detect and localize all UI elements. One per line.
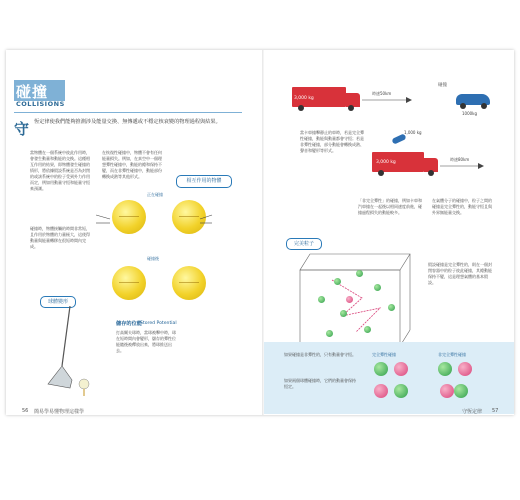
elastic-ball-4	[394, 384, 408, 398]
label-after: 碰撞後	[147, 256, 159, 261]
wheel	[348, 105, 354, 111]
particle	[326, 330, 333, 337]
paragraph-2: 在恢復性碰撞中，物體不會有任何能量損失。例如，在真空中一個理想彈性碰撞中，動能的總和保持不變，而在非彈性碰撞中，動能部份轉換成熱等其他形式。	[102, 150, 162, 179]
stored-title-en: Stored Potential	[140, 321, 177, 326]
intro-text: 恆定律使我們能夠推測涉及能量交換、無傳遞或不穩定核衰變的物理過程與結果。	[34, 119, 221, 125]
stored-text: 打高爾夫球時，當球被擊中時，球在短時間內會變形，儲存的彈性位能隨後被釋放出來，將球推送出去。	[116, 330, 176, 353]
particle-highlighted	[346, 296, 353, 303]
inelastic-ball-4	[454, 384, 468, 398]
page-title: 碰撞	[16, 83, 49, 101]
callout-golf: 球體變形	[40, 296, 76, 308]
title-rule	[14, 112, 242, 113]
particle	[340, 310, 347, 317]
speed-1: 時速50km	[372, 91, 392, 96]
page-subtitle: COLLISIONS	[16, 100, 65, 108]
particle	[364, 326, 371, 333]
wheel	[481, 103, 487, 109]
text-gas: 在氣體分子的碰撞中，粒子之間的碰撞是完全彈性的，動能守恆且與外界無能量交換。	[432, 198, 492, 215]
collision-label: 碰撞	[438, 83, 447, 88]
callout-interaction: 相互作用的物體	[176, 175, 232, 188]
car-label: 1000kg	[462, 111, 478, 116]
ball-left-after	[112, 266, 146, 300]
text-elastic: 當卡車撞擊靜止的車時，若是完全彈性碰撞，動能與動量都會守恆；若是非彈性碰撞，部分動能會轉換成熱、聲音和變形等形式。	[300, 130, 364, 153]
paragraph-1: 當物體在一個系統中彼此作用時，會發生動量和動能的交換。這種相互作用的結果，即物體發生碰撞的情形，將依據假設系統是否為封閉的或該系統中的粒子受到外力作用而定，例如用動量守恆和能量守恆來預測。	[30, 150, 90, 191]
speed-2: 時速80km	[450, 157, 470, 162]
motion-arrows	[96, 205, 216, 235]
small-car-label: 1,000 kg	[404, 130, 422, 135]
elastic-ball-3	[374, 384, 388, 398]
right-footer: 守恆定律	[462, 409, 483, 415]
wheel	[378, 170, 384, 176]
inelastic-ball-3	[440, 384, 454, 398]
truck-2-label: 3,000 kg	[376, 160, 396, 165]
text-particles: 假設碰撞是完全彈性的，則在一個封閉容器中的粒子彼此碰撞，其總動能保持不變，這是理想氣體的基本假設。	[428, 262, 492, 285]
particle	[334, 278, 341, 285]
text-inelastic: 「非完全彈性」的碰撞，例如卡車和汽車撞在一起後以相同速度前進，碰撞過程損失的動能較多。	[358, 198, 422, 215]
elastic-ball-2	[394, 362, 408, 376]
particle	[374, 284, 381, 291]
particle-box	[292, 246, 420, 350]
label-elastic: 完全彈性碰撞	[372, 352, 396, 357]
stored-title-zh: 儲存的位能	[116, 321, 142, 327]
golf-club-illustration	[40, 306, 110, 398]
paragraph-3: 碰撞時，物體接觸的時間非常短，且作用於物體的力量極大，這使得動量與能量轉移在很短時間內完成。	[30, 226, 90, 249]
truck-1-label: 3,000 kg	[294, 96, 314, 101]
particle	[318, 296, 325, 303]
speed-arrow-2	[440, 162, 484, 170]
left-footer: 簡易學易懂物理這樣學	[34, 409, 85, 415]
label-inelastic: 非完全彈性碰撞	[438, 352, 466, 357]
particle	[388, 304, 395, 311]
inelastic-ball-2	[458, 362, 472, 376]
wheel	[428, 170, 434, 176]
elastic-ball-1	[374, 362, 388, 376]
right-page-number: 57	[492, 408, 499, 414]
drop-cap: 守	[14, 120, 30, 138]
label-before: 正在碰撞	[147, 192, 163, 197]
wheel	[460, 103, 466, 109]
wheel	[298, 105, 304, 111]
callout-particles: 完美粒子	[286, 238, 322, 250]
particle	[356, 270, 363, 277]
inelastic-ball-1	[438, 362, 452, 376]
left-page-number: 56	[22, 408, 29, 414]
ball-right-after	[172, 266, 206, 300]
bottom-text-1: 如果碰撞是非彈性的，只有動量會守恆。	[284, 352, 356, 357]
speed-arrow-1	[362, 96, 412, 104]
bottom-text-2: 如果兩個球體碰撞時，它們的動量會保持恆定。	[284, 378, 356, 389]
